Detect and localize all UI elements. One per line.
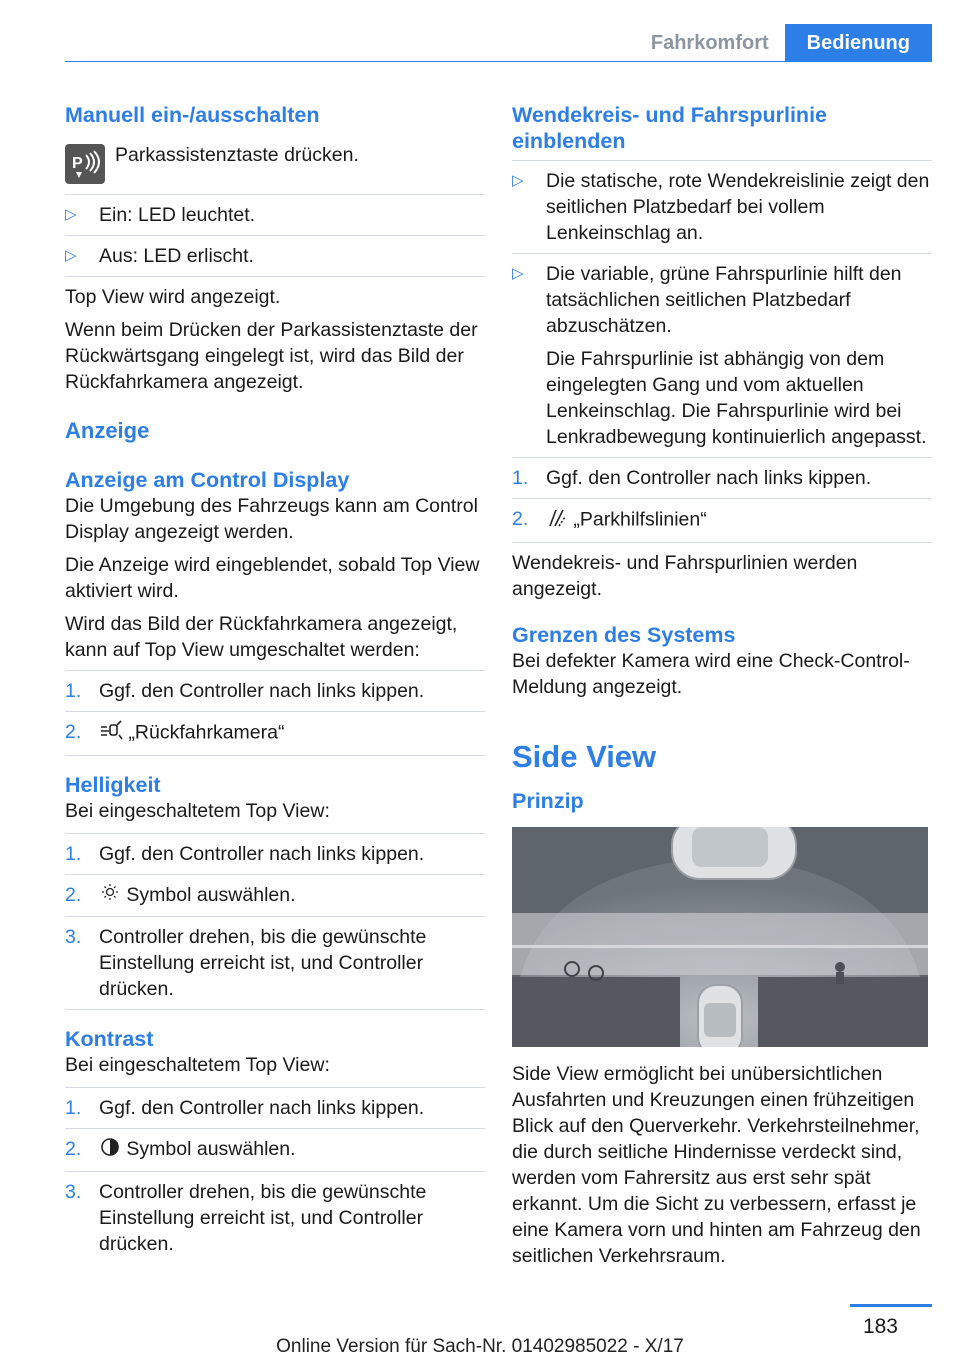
heading-helligkeit: Helligkeit: [65, 773, 161, 797]
rear-camera-icon: [99, 719, 123, 748]
list-item: 2. Symbol auswählen.: [65, 1128, 485, 1170]
triangle-bullet-icon: ▷: [512, 265, 524, 282]
paragraph: Top View wird angezeigt.: [65, 286, 281, 308]
list-item: 3. Controller drehen, bis die gewünschte Einstellung erreicht ist, und Controller drücken.: [65, 916, 485, 1010]
list-item-extra: Die Fahrspurlinie ist abhängig von dem eingelegten Gang und vom aktuellen Lenkeinschlag. Die Fahrspurlinie wird bei Lenkradbewegung kontinuierlich angepasst.: [546, 348, 927, 448]
list-item: ▷ Die variable, grüne Fahrspurlinie hilft den tatsächlichen seitlichen Platzbedarf abzuschätzen. Die Fahrspurlinie ist abhängig von dem eingelegten Gang und vom aktuellen Lenkeinschlag. Die Fahrspurlinie wird bei Lenkradbewegung kontinuierlich angepasst.: [512, 253, 932, 457]
footer-rule: [850, 1304, 932, 1307]
paragraph: Die Umgebung des Fahrzeugs kann am Control Display angezeigt werden.: [65, 495, 478, 543]
left-column: [65, 102, 485, 1264]
heading-prinzip: Prinzip: [512, 789, 584, 813]
tab-fahrkomfort[interactable]: Fahrkomfort: [635, 24, 785, 62]
page-number: 183: [862, 1315, 898, 1338]
footer-text: Online Version für Sach-Nr. 01402985022 - X/17: [276, 1336, 684, 1357]
heading-anzeige-control-display: Anzeige am Control Display: [65, 468, 350, 492]
triangle-bullet-icon: ▷: [512, 172, 524, 189]
heading-side-view: Side View: [512, 739, 657, 774]
header-tabs: [635, 24, 932, 62]
heading-manuell: Manuell ein-/ausschalten: [65, 103, 320, 127]
paragraph: Wenn beim Drücken der Parkassistenztaste der Rückwärtsgang eingelegt ist, wird das Bild der Rückfahrkamera angezeigt.: [65, 319, 478, 393]
parking-lines-icon: [546, 506, 568, 535]
paragraph: Side View ermöglicht bei unübersichtlichen Ausfahrten und Kreuzungen einen frühzeitigen Blick auf den Querverkehr. Verkehrsteilnehmer, die durch seitliche Hindernisse verdeckt sind, werden vom Fahrersitz aus erst sehr spät erkannt. Um die Sicht zu verbessern, erfasst je eine Kamera vorn und hinten am Fahrzeug den seitlichen Verkehrsraum.: [512, 1063, 921, 1267]
right-column: [512, 102, 932, 1276]
paragraph: Bei eingeschaltetem Top View:: [65, 800, 330, 822]
list-item: 2. „Rückfahrkamera“: [65, 711, 485, 756]
heading-wendekreis: Wendekreis- und Fahrspurlinie einblenden: [512, 103, 827, 153]
park-assist-button-icon: [65, 144, 105, 184]
brightness-icon: [99, 882, 121, 909]
contrast-icon: [99, 1137, 121, 1164]
triangle-bullet-icon: ▷: [65, 206, 77, 223]
list-item: 1. Ggf. den Controller nach links kippen.: [512, 457, 932, 498]
list-item: 1. Ggf. den Controller nach links kippen.: [65, 833, 485, 874]
triangle-bullet-icon: ▷: [65, 247, 77, 264]
list-item: ▷ Ein: LED leuchtet.: [65, 194, 485, 235]
paragraph: Wendekreis- und Fahrspurlinien werden angezeigt.: [512, 552, 858, 600]
list-item: 1. Ggf. den Controller nach links kippen.: [65, 670, 485, 711]
list-item: 2. „Parkhilfslinien“: [512, 498, 932, 543]
list-item: 2. Symbol auswählen.: [65, 874, 485, 916]
header-rule: [65, 61, 932, 62]
paragraph: Bei eingeschaltetem Top View:: [65, 1054, 330, 1077]
list-item: 3. Controller drehen, bis die gewünschte Einstellung erreicht ist, und Controller drücken.: [65, 1171, 485, 1264]
paragraph: Wird das Bild der Rückfahrkamera angezeigt, kann auf Top View umgeschaltet werden:: [65, 613, 458, 661]
tab-bedienung[interactable]: Bedienung: [785, 24, 932, 62]
list-item: ▷ Die statische, rote Wendekreislinie zeigt den seitlichen Platzbedarf bei vollem Lenkeinschlag an.: [512, 160, 932, 253]
paragraph: Die Anzeige wird eingeblendet, sobald Top View aktiviert wird.: [65, 554, 480, 602]
heading-grenzen: Grenzen des Systems: [512, 623, 736, 647]
list-item: ▷ Aus: LED erlischt.: [65, 235, 485, 277]
svg-text:P: P: [72, 155, 83, 172]
instruction-row: [65, 142, 485, 184]
heading-kontrast: Kontrast: [65, 1027, 154, 1052]
instruction-text: Parkassistenztaste drücken.: [115, 144, 359, 166]
paragraph: Bei defekter Kamera wird eine Check-Control-Meldung angezeigt.: [512, 650, 910, 698]
list-item: 1. Ggf. den Controller nach links kippen.: [65, 1087, 485, 1128]
heading-anzeige: Anzeige: [65, 418, 150, 443]
side-view-illustration: [512, 827, 928, 1047]
